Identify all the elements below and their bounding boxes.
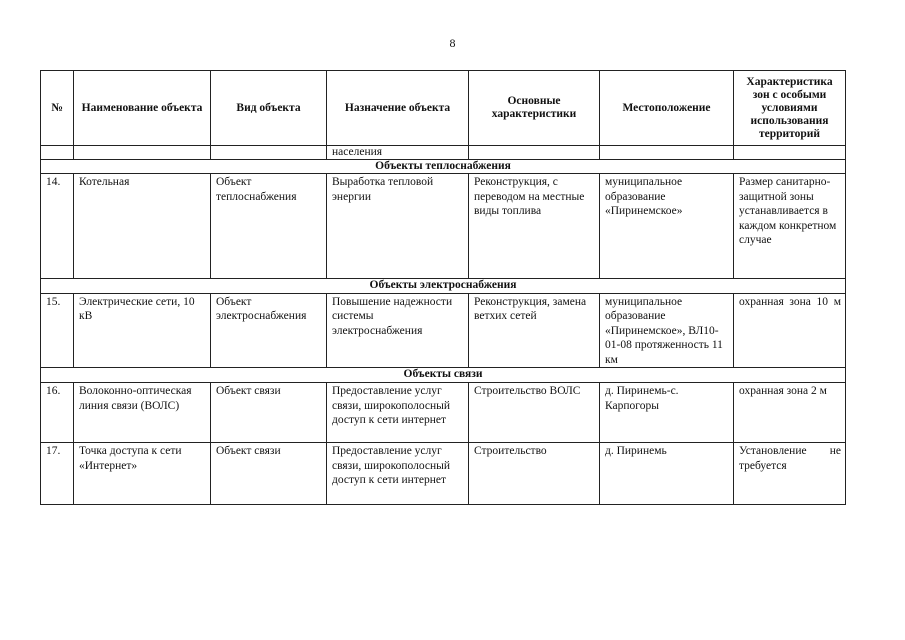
cell-purpose: Предоставление услуг связи, широкополосный доступ к сети интернет [327, 382, 469, 442]
cell-num: 17. [41, 442, 74, 504]
header-zone: Характеристика зон с особыми условиями использования территорий [734, 71, 846, 146]
table-row [41, 174, 846, 279]
cell-characteristics [469, 146, 600, 160]
cell-zone: Установление не требуется [734, 442, 846, 504]
header-location: Местоположение [600, 71, 734, 146]
cell-num: 15. [41, 293, 74, 368]
section-heading-row [41, 159, 846, 174]
objects-table [40, 70, 846, 505]
cell-zone: охранная зона 2 м [734, 382, 846, 442]
section-title: Объекты теплоснабжения [41, 159, 846, 174]
header-characteristics: Основные характеристики [469, 71, 600, 146]
cell-location: муниципальное образование «Пиринемское» [600, 174, 734, 279]
cell-characteristics: Реконструкция, с переводом на местные виды топлива [469, 174, 600, 279]
cell-type: Объект связи [211, 382, 327, 442]
cell-name: Котельная [74, 174, 211, 279]
cell-name: Точка доступа к сети «Интернет» [74, 442, 211, 504]
section-title: Объекты электроснабжения [41, 279, 846, 294]
cell-location: д. Пиринемь [600, 442, 734, 504]
cell-name [74, 146, 211, 160]
header-type: Вид объекта [211, 71, 327, 146]
table-row [41, 293, 846, 368]
cell-num: 14. [41, 174, 74, 279]
cell-characteristics: Строительство [469, 442, 600, 504]
cell-name: Волоконно-оптическая линия связи (ВОЛС) [74, 382, 211, 442]
continuation-row [41, 146, 846, 160]
table-header-row [41, 71, 846, 146]
section-heading-row [41, 279, 846, 294]
header-number: № [41, 71, 74, 146]
cell-num [41, 146, 74, 160]
cell-location [600, 146, 734, 160]
cell-name: Электрические сети, 10 кВ [74, 293, 211, 368]
header-purpose: Назначение объекта [327, 71, 469, 146]
cell-location: муниципальное образование «Пиринемское», ВЛ10-01-08 протяженность 11 км [600, 293, 734, 368]
table-row [41, 442, 846, 504]
cell-characteristics: Реконструкция, замена ветхих сетей [469, 293, 600, 368]
cell-purpose: Предоставление услуг связи, широкополосный доступ к сети интернет [327, 442, 469, 504]
page-number: 8 [449, 36, 456, 50]
cell-type [211, 146, 327, 160]
cell-num: 16. [41, 382, 74, 442]
section-title: Объекты связи [41, 368, 846, 383]
cell-zone [734, 146, 846, 160]
cell-zone: охранная зона 10 м [734, 293, 846, 368]
cell-type: Объект связи [211, 442, 327, 504]
cell-type: Объект электроснабжения [211, 293, 327, 368]
cell-location: д. Пиринемь-с. Карпогоры [600, 382, 734, 442]
cell-characteristics: Строительство ВОЛС [469, 382, 600, 442]
section-heading-row [41, 368, 846, 383]
cell-zone: Размер санитарно-защитной зоны устанавливается в каждом конкретном случае [734, 174, 846, 279]
cell-purpose: населения [327, 146, 469, 160]
table-row [41, 382, 846, 442]
cell-purpose: Выработка тепловой энергии [327, 174, 469, 279]
header-name: Наименование объекта [74, 71, 211, 146]
cell-purpose: Повышение надежности системы электроснабжения [327, 293, 469, 368]
cell-type: Объект теплоснабжения [211, 174, 327, 279]
